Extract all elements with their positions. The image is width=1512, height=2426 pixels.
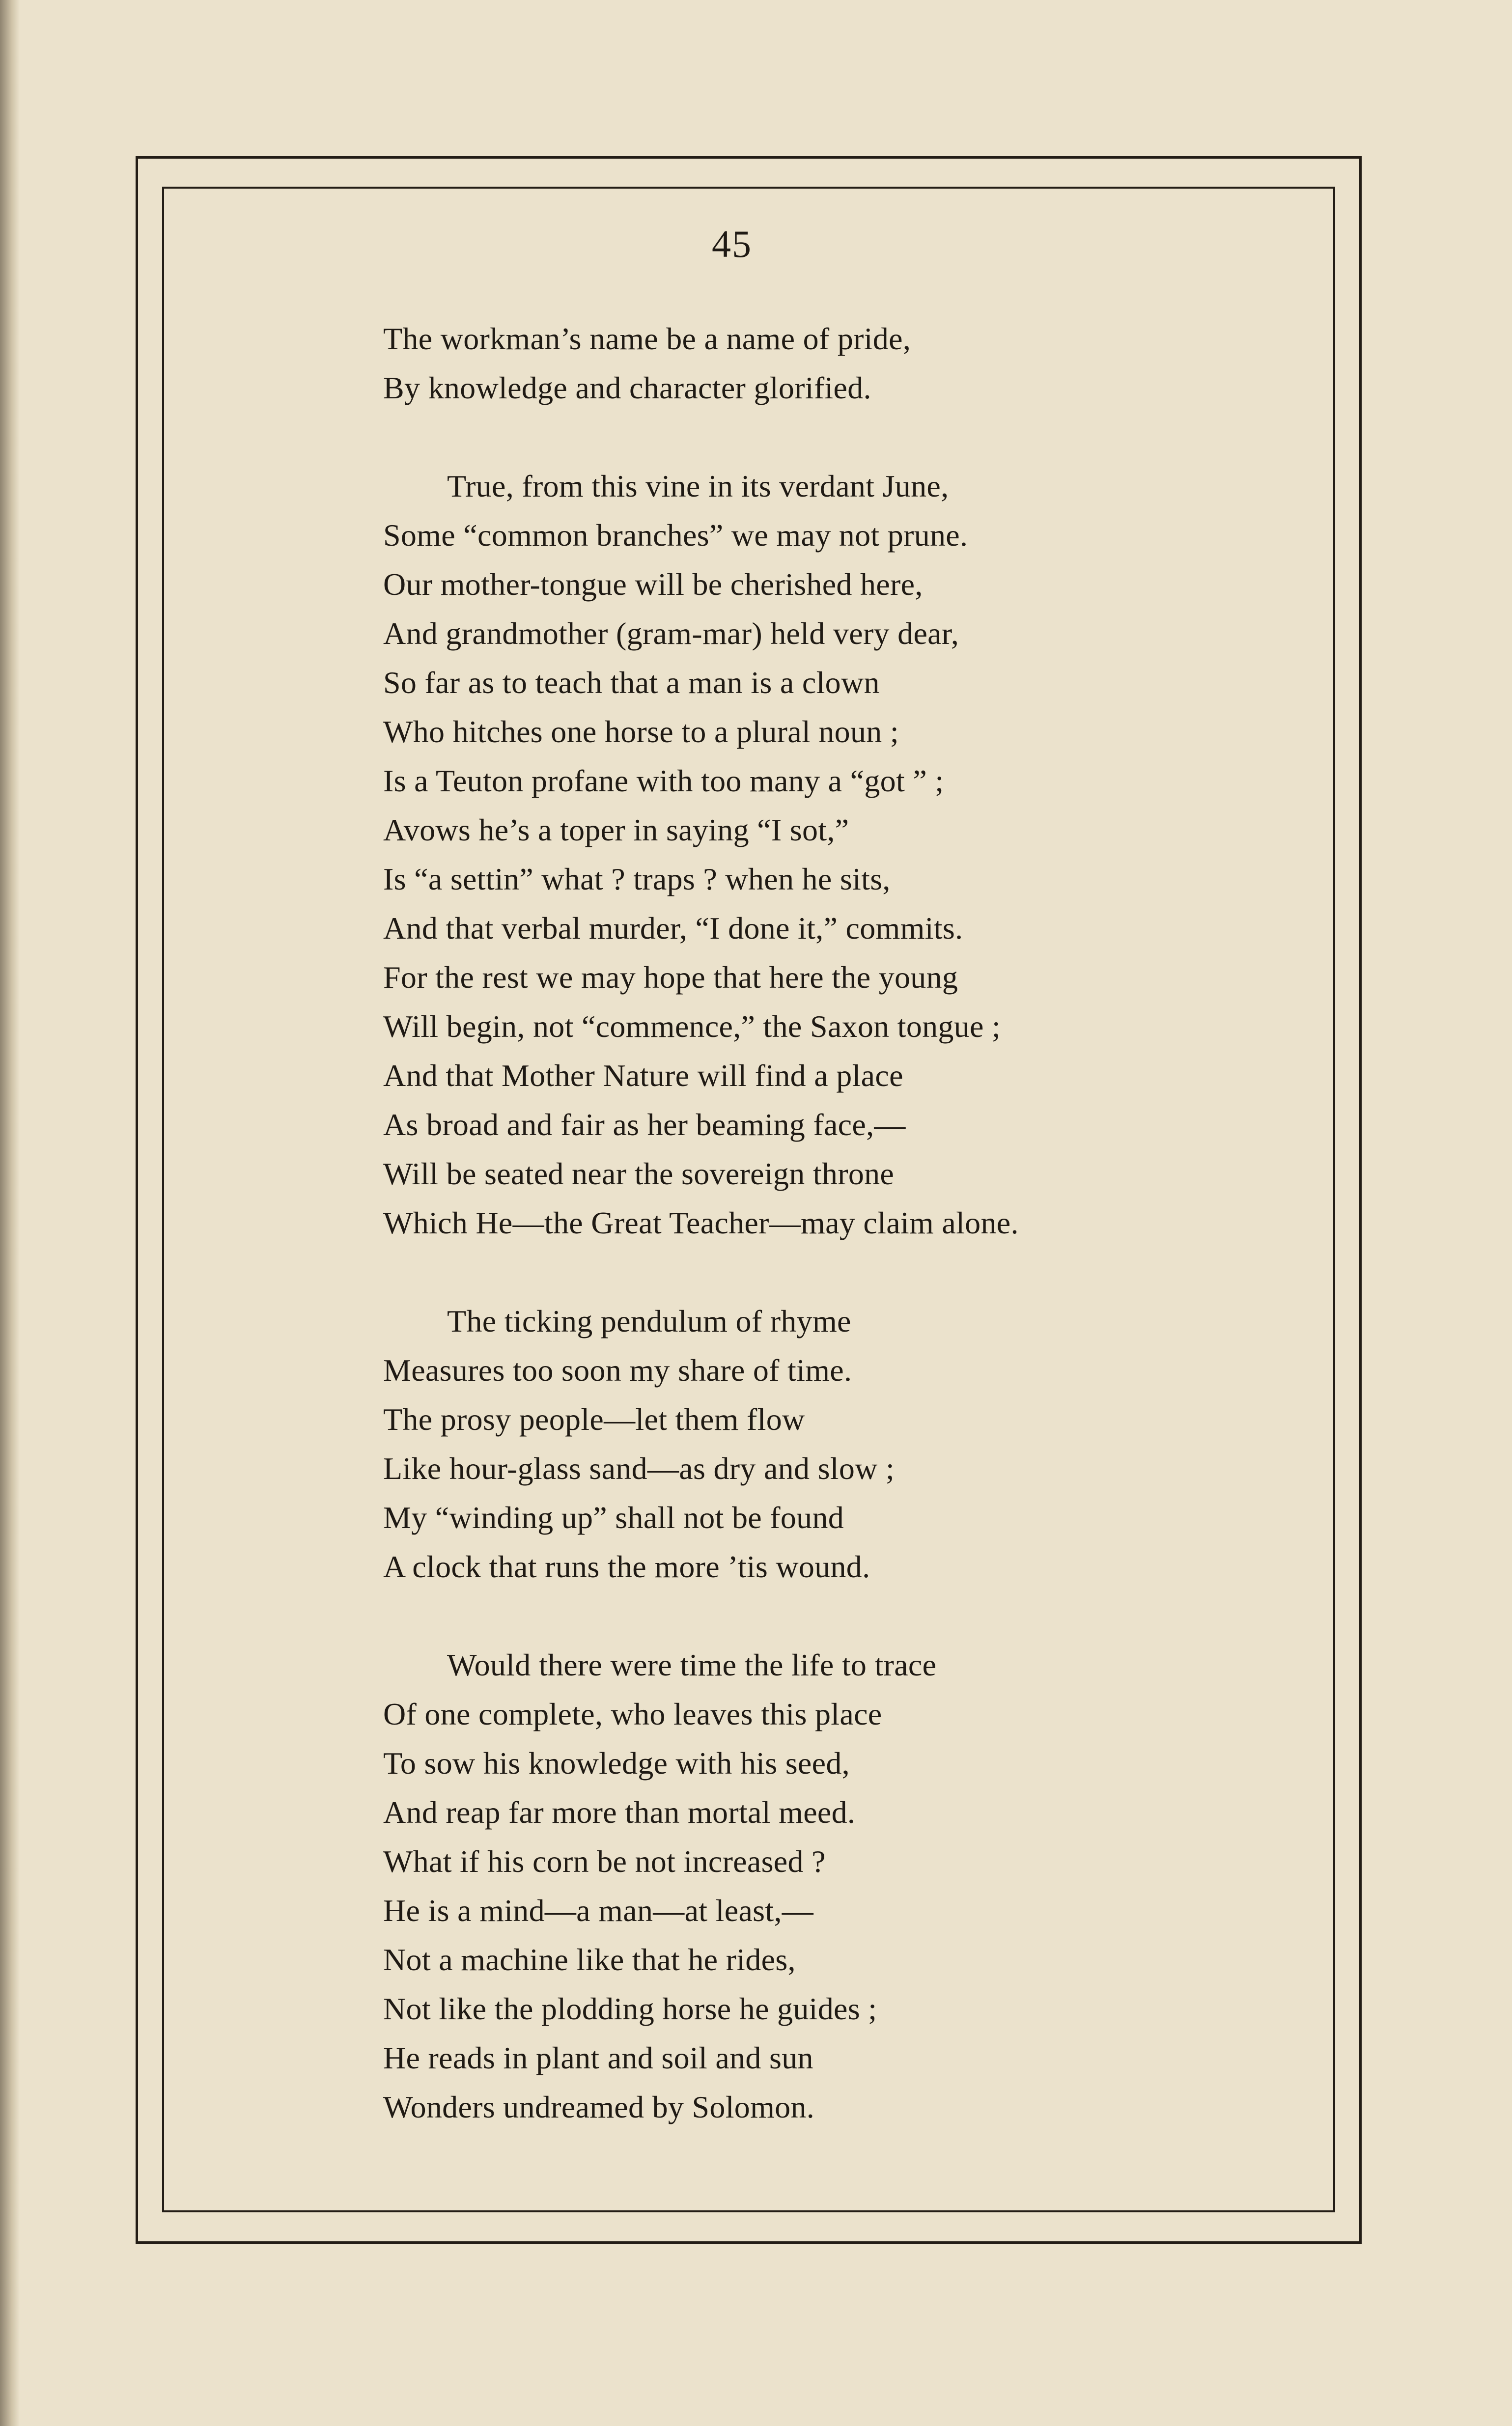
poem-line: Is “a settin” what ? traps ? when he sits, — [383, 862, 891, 896]
poem-line: The workman’s name be a name of pride, — [383, 321, 911, 356]
poem-line: For the rest we may hope that here the young — [383, 960, 958, 995]
poem-line: My “winding up” shall not be found — [383, 1500, 844, 1535]
poem-line: Some “common branches” we may not prune. — [383, 518, 968, 553]
poem-line: Avows he’s a toper in saying “I sot,” — [383, 812, 849, 847]
poem-line: Not a machine like that he rides, — [383, 1942, 796, 1977]
poem-text — [383, 314, 1199, 2132]
stanza-3 — [383, 1297, 1199, 1591]
poem-line: A clock that runs the more ’tis wound. — [383, 1549, 870, 1584]
poem-line: As broad and fair as her beaming face,— — [383, 1107, 906, 1142]
poem-line: By knowledge and character glorified. — [383, 370, 871, 405]
poem-line: Like hour-glass sand—as dry and slow ; — [383, 1451, 895, 1486]
poem-line: Measures too soon my share of time. — [383, 1353, 852, 1388]
poem-line: He is a mind—a man—at least,— — [383, 1893, 814, 1928]
stanza-4 — [383, 1641, 1199, 2132]
poem-line: And that verbal murder, “I done it,” commits. — [383, 911, 963, 946]
poem-line: The prosy people—let them flow — [383, 1402, 805, 1437]
poem-line: Will begin, not “commence,” the Saxon tongue ; — [383, 1009, 1001, 1044]
page-number: 45 — [712, 223, 752, 265]
poem-line: And that Mother Nature will find a place — [383, 1058, 903, 1093]
poem-line: Of one complete, who leaves this place — [383, 1697, 882, 1731]
stanza-2 — [383, 462, 1199, 1248]
poem-line: To sow his knowledge with his seed, — [383, 1746, 850, 1781]
poem-line: Is a Teuton profane with too many a “got ” ; — [383, 763, 944, 798]
poem-line: What if his corn be not increased ? — [383, 1844, 826, 1879]
poem-line: Will be seated near the sovereign throne — [383, 1156, 895, 1191]
stanza-1 — [383, 314, 1199, 413]
poem-line: Which He—the Great Teacher—may claim alone. — [383, 1205, 1019, 1240]
poem-line: Not like the plodding horse he guides ; — [383, 1991, 877, 2026]
poem-line: So far as to teach that a man is a clown — [383, 665, 880, 700]
poem-line: Would there were time the life to trace — [447, 1647, 937, 1682]
poem-line: And grandmother (gram-mar) held very dear, — [383, 616, 959, 651]
poem-line: Wonders undreamed by Solomon. — [383, 2090, 815, 2124]
page-spine-shadow — [0, 0, 20, 2426]
poem-line: And reap far more than mortal meed. — [383, 1795, 856, 1830]
poem-line: Who hitches one horse to a plural noun ; — [383, 714, 899, 749]
poem-line: True, from this vine in its verdant June, — [447, 469, 949, 503]
poem-line: Our mother-tongue will be cherished here, — [383, 567, 923, 602]
poem-line: The ticking pendulum of rhyme — [447, 1304, 851, 1338]
poem-line: He reads in plant and soil and sun — [383, 2040, 813, 2075]
